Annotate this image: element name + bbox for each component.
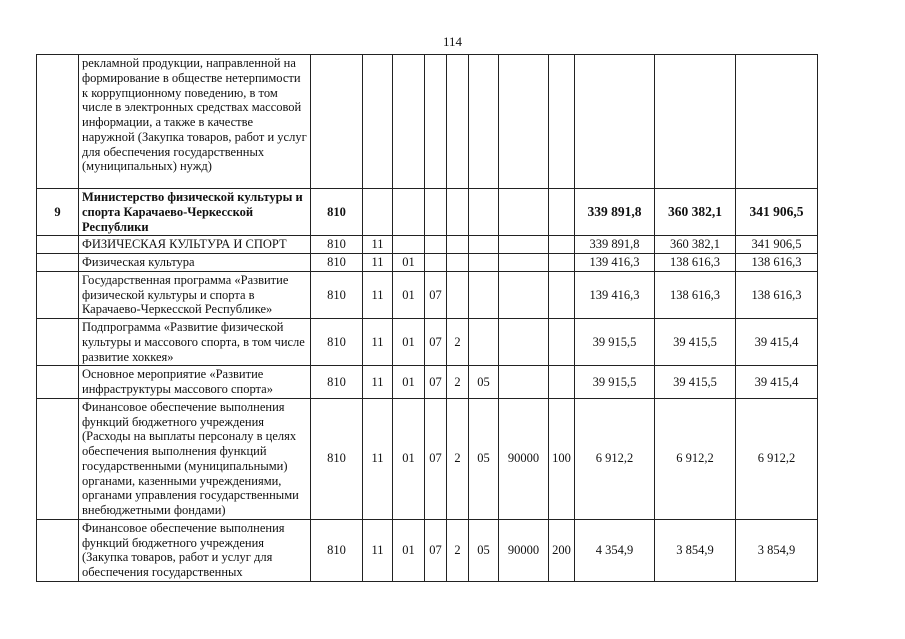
amount-year-3: 39 415,4 [736, 319, 818, 366]
table-row [37, 519, 818, 581]
subsection-code: 01 [393, 366, 425, 399]
amount-year-2 [655, 55, 736, 189]
row-name: Основное мероприятие «Развитие инфраструктуры массового спорта» [79, 366, 311, 399]
ved-code: 810 [311, 519, 363, 581]
amount-year-2: 138 616,3 [655, 254, 736, 272]
row-name: Финансовое обеспечение выполнения функций бюджетного учреждения (Расходы на выплаты персоналу в целях обеспечения выполнения функций государственными (муниципальными) органами, казенными учреждениями, органами управления государственными внебюджетными фондами) [79, 398, 311, 519]
subprogram-code [447, 254, 469, 272]
program-code: 07 [425, 366, 447, 399]
subprogram-code [447, 189, 469, 236]
row-number [37, 55, 79, 189]
expense-type-code: 200 [549, 519, 575, 581]
amount-year-1: 6 912,2 [575, 398, 655, 519]
direction-code [499, 366, 549, 399]
table-row [37, 398, 818, 519]
program-code [425, 236, 447, 254]
subsection-code: 01 [393, 271, 425, 318]
row-number: 9 [37, 189, 79, 236]
table-row [37, 319, 818, 366]
subsection-code: 01 [393, 254, 425, 272]
section-code [363, 55, 393, 189]
table-row [37, 366, 818, 399]
table-row [37, 236, 818, 254]
subprogram-code: 2 [447, 519, 469, 581]
expense-type-code [549, 366, 575, 399]
activity-code [469, 189, 499, 236]
program-code [425, 189, 447, 236]
subsection-code: 01 [393, 398, 425, 519]
expense-type-code [549, 189, 575, 236]
ved-code: 810 [311, 189, 363, 236]
section-code: 11 [363, 366, 393, 399]
expense-type-code [549, 236, 575, 254]
direction-code [499, 319, 549, 366]
program-code: 07 [425, 319, 447, 366]
direction-code [499, 189, 549, 236]
amount-year-1 [575, 55, 655, 189]
activity-code [469, 55, 499, 189]
amount-year-3: 3 854,9 [736, 519, 818, 581]
program-code [425, 254, 447, 272]
ved-code: 810 [311, 236, 363, 254]
expense-type-code [549, 254, 575, 272]
amount-year-3: 6 912,2 [736, 398, 818, 519]
direction-code [499, 271, 549, 318]
row-name: Государственная программа «Развитие физической культуры и спорта в Карачаево-Черкесской Республике» [79, 271, 311, 318]
activity-code [469, 236, 499, 254]
amount-year-1: 339 891,8 [575, 236, 655, 254]
row-name: ФИЗИЧЕСКАЯ КУЛЬТУРА И СПОРТ [79, 236, 311, 254]
section-code: 11 [363, 271, 393, 318]
subsection-code: 01 [393, 319, 425, 366]
row-name: Подпрограмма «Развитие физической культуры и массового спорта, в том числе развитие хоккея» [79, 319, 311, 366]
activity-code: 05 [469, 519, 499, 581]
amount-year-3 [736, 55, 818, 189]
amount-year-2: 39 415,5 [655, 366, 736, 399]
activity-code [469, 319, 499, 366]
program-code [425, 55, 447, 189]
amount-year-3: 341 906,5 [736, 236, 818, 254]
row-number [37, 236, 79, 254]
amount-year-1: 39 915,5 [575, 319, 655, 366]
row-number [37, 519, 79, 581]
table-row [37, 189, 818, 236]
ved-code: 810 [311, 398, 363, 519]
subprogram-code [447, 271, 469, 318]
amount-year-1: 139 416,3 [575, 271, 655, 318]
row-number [37, 319, 79, 366]
section-code: 11 [363, 236, 393, 254]
ved-code: 810 [311, 254, 363, 272]
direction-code [499, 254, 549, 272]
subprogram-code: 2 [447, 398, 469, 519]
expense-type-code: 100 [549, 398, 575, 519]
amount-year-2: 6 912,2 [655, 398, 736, 519]
amount-year-2: 360 382,1 [655, 236, 736, 254]
section-code: 11 [363, 254, 393, 272]
table-row [37, 271, 818, 318]
ved-code: 810 [311, 271, 363, 318]
section-code: 11 [363, 519, 393, 581]
direction-code [499, 236, 549, 254]
ved-code [311, 55, 363, 189]
expense-type-code [549, 271, 575, 318]
activity-code [469, 254, 499, 272]
subprogram-code [447, 236, 469, 254]
amount-year-1: 339 891,8 [575, 189, 655, 236]
expense-type-code [549, 55, 575, 189]
table-row [37, 55, 818, 189]
amount-year-1: 4 354,9 [575, 519, 655, 581]
budget-table [36, 54, 818, 582]
row-number [37, 366, 79, 399]
direction-code [499, 55, 549, 189]
amount-year-2: 3 854,9 [655, 519, 736, 581]
amount-year-3: 138 616,3 [736, 254, 818, 272]
activity-code: 05 [469, 398, 499, 519]
amount-year-1: 139 416,3 [575, 254, 655, 272]
program-code: 07 [425, 398, 447, 519]
subsection-code [393, 189, 425, 236]
amount-year-3: 341 906,5 [736, 189, 818, 236]
subsection-code [393, 236, 425, 254]
row-name: рекламной продукции, направленной на формирование в обществе нетерпимости к коррупционному поведению, в том числе в электронных средствах массовой информации, а также в качестве наружной (Закупка товаров, работ и услуг для обеспечения государственных (муниципальных) нужд) [79, 55, 311, 189]
subsection-code [393, 55, 425, 189]
row-name: Финансовое обеспечение выполнения функций бюджетного учреждения (Закупка товаров, работ и услуг для обеспечения государственных [79, 519, 311, 581]
activity-code: 05 [469, 366, 499, 399]
row-number [37, 398, 79, 519]
direction-code: 90000 [499, 519, 549, 581]
row-number [37, 254, 79, 272]
subprogram-code: 2 [447, 366, 469, 399]
row-name: Министерство физической культуры и спорта Карачаево-Черкесской Республики [79, 189, 311, 236]
program-code: 07 [425, 271, 447, 318]
amount-year-2: 39 415,5 [655, 319, 736, 366]
row-name: Физическая культура [79, 254, 311, 272]
subsection-code: 01 [393, 519, 425, 581]
amount-year-3: 39 415,4 [736, 366, 818, 399]
amount-year-3: 138 616,3 [736, 271, 818, 318]
amount-year-2: 360 382,1 [655, 189, 736, 236]
amount-year-1: 39 915,5 [575, 366, 655, 399]
section-code: 11 [363, 398, 393, 519]
direction-code: 90000 [499, 398, 549, 519]
table-row [37, 254, 818, 272]
subprogram-code: 2 [447, 319, 469, 366]
program-code: 07 [425, 519, 447, 581]
amount-year-2: 138 616,3 [655, 271, 736, 318]
expense-type-code [549, 319, 575, 366]
section-code: 11 [363, 319, 393, 366]
row-number [37, 271, 79, 318]
page-number: 114 [442, 34, 463, 49]
ved-code: 810 [311, 366, 363, 399]
activity-code [469, 271, 499, 318]
subprogram-code [447, 55, 469, 189]
ved-code: 810 [311, 319, 363, 366]
section-code [363, 189, 393, 236]
